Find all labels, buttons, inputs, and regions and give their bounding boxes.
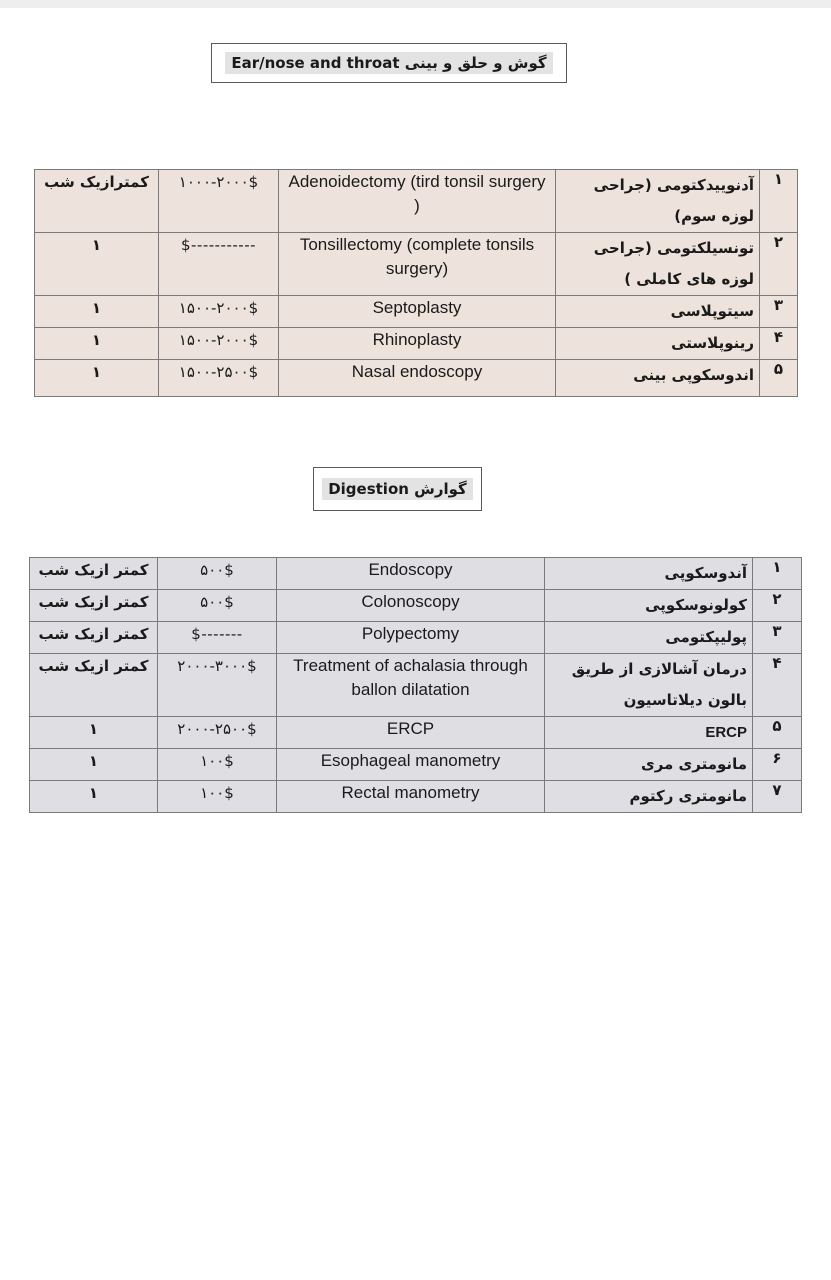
- price-cell: ۱۰۰۰-۲۰۰۰$: [159, 170, 279, 233]
- procedure-fa-cell: تونسیلکتومی (جراحی لوزه های کاملی ): [556, 233, 760, 296]
- top-bar: [0, 0, 831, 8]
- procedure-en-cell: Esophageal manometry: [277, 749, 545, 781]
- ent-title-fa: گوش و حلق و بینی: [404, 54, 547, 72]
- procedure-en-cell: Nasal endoscopy: [279, 360, 556, 397]
- procedure-fa-cell: درمان آشالازی از طریق بالون دیلاتاسیون: [545, 654, 753, 717]
- stay-cell: ۱: [35, 296, 159, 328]
- procedure-en-cell: Colonoscopy: [277, 590, 545, 622]
- stay-cell: ۱: [30, 749, 158, 781]
- procedure-en-cell: Rhinoplasty: [279, 328, 556, 360]
- procedure-fa-cell: مانومتری رکتوم: [545, 781, 753, 813]
- procedure-en-cell: ERCP: [277, 717, 545, 749]
- procedure-en-cell: Adenoidectomy (tird tonsil surgery ): [279, 170, 556, 233]
- digestion-title: [322, 478, 473, 500]
- stay-cell: کمتر ازیک شب: [30, 622, 158, 654]
- procedure-en-cell: Endoscopy: [277, 558, 545, 590]
- table-row: [35, 170, 798, 233]
- procedure-fa-cell: آدنوییدکتومی (جراحی لوزه سوم): [556, 170, 760, 233]
- row-number-cell: ۴: [753, 654, 802, 717]
- price-cell: ۵۰۰$: [158, 590, 277, 622]
- price-cell: ۱۵۰۰-۲۰۰۰$: [159, 296, 279, 328]
- price-cell: ۲۰۰۰-۲۵۰۰$: [158, 717, 277, 749]
- stay-cell: ۱: [35, 233, 159, 296]
- stay-cell: ۱: [35, 360, 159, 397]
- table-row: [35, 296, 798, 328]
- ent-title: [225, 52, 552, 74]
- procedure-fa-cell: پولیپکتومی: [545, 622, 753, 654]
- digestion-title-box: [313, 467, 482, 511]
- row-number-cell: ۳: [753, 622, 802, 654]
- stay-cell: ۱: [35, 328, 159, 360]
- stay-cell: کمتر ازیک شب: [30, 590, 158, 622]
- price-cell: ۱۵۰۰-۲۰۰۰$: [159, 328, 279, 360]
- table-row: [30, 590, 802, 622]
- price-cell: ۵۰۰$: [158, 558, 277, 590]
- table-row: [35, 233, 798, 296]
- row-number-cell: ۲: [760, 233, 798, 296]
- table-row: [30, 622, 802, 654]
- table-row: [30, 717, 802, 749]
- table-row: [30, 781, 802, 813]
- price-cell: ۱۰۰$: [158, 749, 277, 781]
- procedure-en-cell: Rectal manometry: [277, 781, 545, 813]
- procedure-fa-cell: سیتوپلاسی: [556, 296, 760, 328]
- table-row: [30, 558, 802, 590]
- row-number-cell: ۵: [760, 360, 798, 397]
- row-number-cell: ۲: [753, 590, 802, 622]
- procedure-fa-cell: اندوسکوپی بینی: [556, 360, 760, 397]
- row-number-cell: ۷: [753, 781, 802, 813]
- digestion-title-fa: گوارش: [414, 480, 467, 498]
- table-row: [35, 360, 798, 397]
- stay-cell: کمترازیک شب: [35, 170, 159, 233]
- price-cell: ۱۵۰۰-۲۵۰۰$: [159, 360, 279, 397]
- ent-title-en: Ear/nose and throat: [231, 54, 400, 72]
- row-number-cell: ۶: [753, 749, 802, 781]
- stay-cell: ۱: [30, 781, 158, 813]
- procedure-en-cell: Polypectomy: [277, 622, 545, 654]
- table-row: [30, 654, 802, 717]
- procedure-fa-cell: رینوپلاستی: [556, 328, 760, 360]
- table-row: [35, 328, 798, 360]
- stay-cell: کمتر ازیک شب: [30, 654, 158, 717]
- row-number-cell: ۵: [753, 717, 802, 749]
- price-cell: ۲۰۰۰-۳۰۰۰$: [158, 654, 277, 717]
- row-number-cell: ۳: [760, 296, 798, 328]
- procedure-fa-cell: ERCP: [545, 717, 753, 749]
- table-row: [30, 749, 802, 781]
- procedure-fa-cell: کولونوسکوپی: [545, 590, 753, 622]
- row-number-cell: ۱: [760, 170, 798, 233]
- procedure-fa-cell: مانومتری مری: [545, 749, 753, 781]
- stay-cell: ۱: [30, 717, 158, 749]
- stay-cell: کمتر ازیک شب: [30, 558, 158, 590]
- procedure-en-cell: Tonsillectomy (complete tonsils surgery): [279, 233, 556, 296]
- price-cell: -----------$: [159, 233, 279, 296]
- digestion-table: [29, 557, 802, 813]
- ent-title-box: [211, 43, 567, 83]
- procedure-fa-cell: آندوسکوپی: [545, 558, 753, 590]
- price-cell: -------$: [158, 622, 277, 654]
- row-number-cell: ۱: [753, 558, 802, 590]
- digestion-title-en: Digestion: [328, 480, 409, 498]
- price-cell: ۱۰۰$: [158, 781, 277, 813]
- procedure-en-cell: Septoplasty: [279, 296, 556, 328]
- ent-table: [34, 169, 798, 397]
- procedure-en-cell: Treatment of achalasia through ballon dilatation: [277, 654, 545, 717]
- row-number-cell: ۴: [760, 328, 798, 360]
